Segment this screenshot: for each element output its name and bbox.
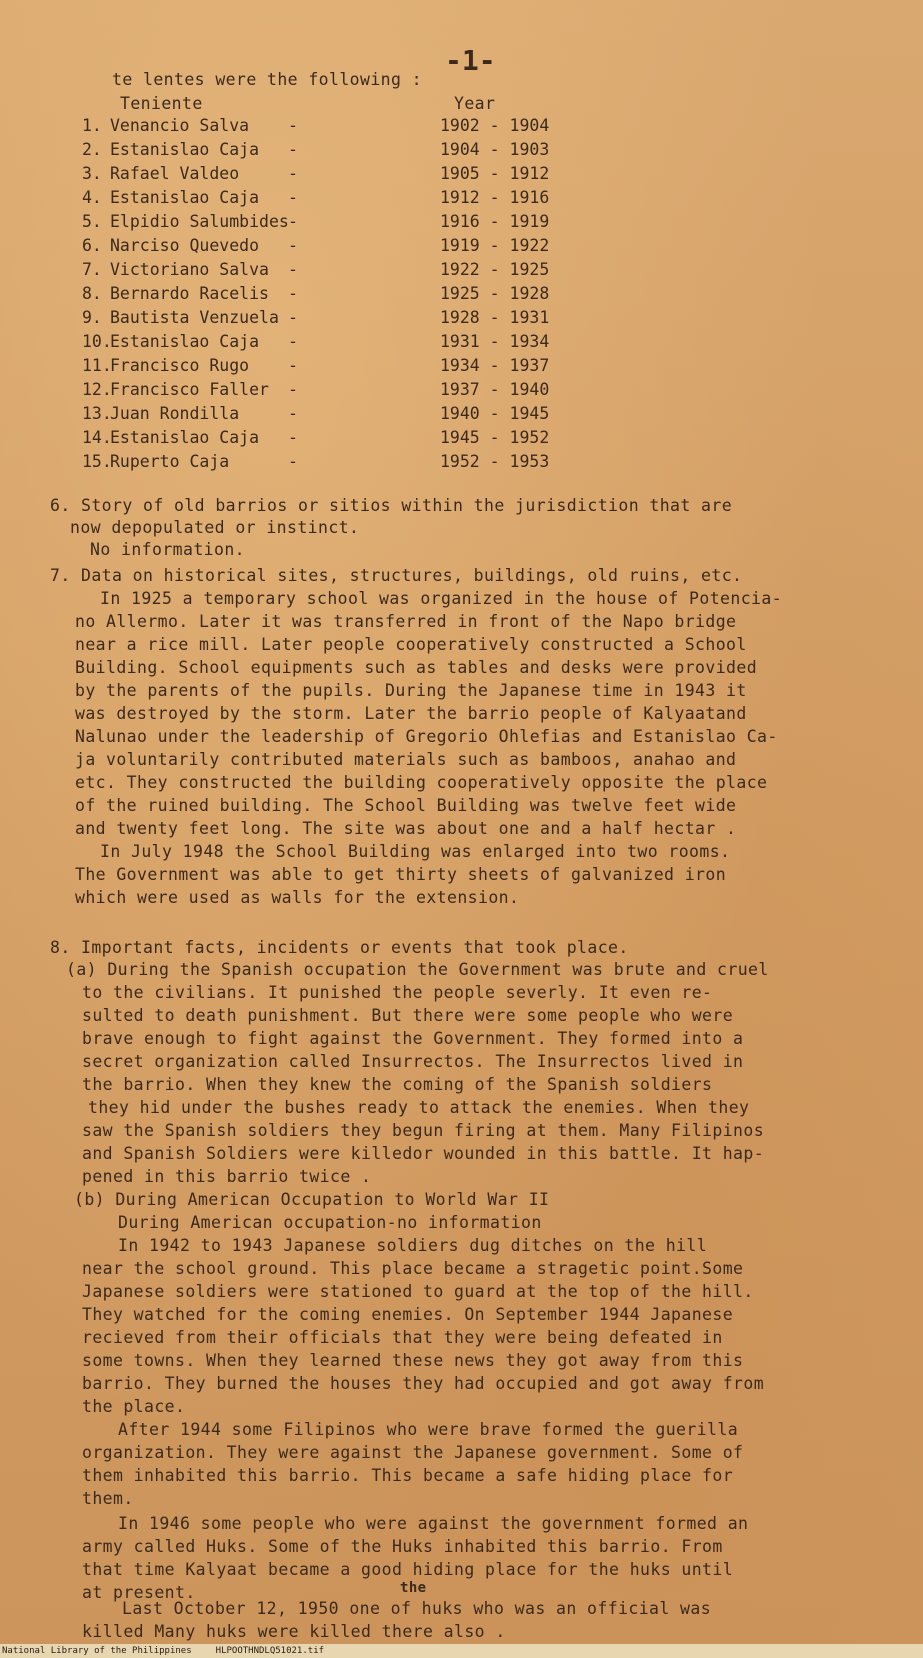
section8-subheading: (b) During American Occupation to World War II [74, 1190, 550, 1209]
list-item: 12. Francisco Faller - 1937 - 1940 [82, 380, 550, 399]
section8-text: to the civilians. It punished the people severly. It even re- [82, 983, 713, 1002]
list-item: 2. Estanislao Caja - 1904 - 1903 [82, 140, 550, 159]
section8-text: they hid under the bushes ready to attack the enemies. When they [88, 1098, 750, 1117]
section8-text: brave enough to fight against the Government. They formed into a [82, 1029, 744, 1048]
section8-text: near the school ground. This place became a stragetic point.Some [82, 1259, 744, 1278]
section6-heading: 6. Story of old barrios or sitios within the jurisdiction that are [50, 496, 733, 515]
list-item: 8. Bernardo Racelis - 1925 - 1928 [82, 284, 550, 303]
section7-text: Building. School equipments such as tables and desks were provided [75, 658, 758, 677]
section7-text: was destroyed by the storm. Later the barrio people of Kalyaatand [75, 704, 747, 723]
list-item: 4. Estanislao Caja - 1912 - 1916 [82, 188, 550, 207]
section8-text: saw the Spanish soldiers they begun firing at them. Many Filipinos [82, 1121, 765, 1140]
list-item: 11. Francisco Rugo - 1934 - 1937 [82, 356, 550, 375]
list-item: 10. Estanislao Caja - 1931 - 1934 [82, 332, 550, 351]
section8-text: After 1944 some Filipinos who were brave formed the guerilla [118, 1420, 739, 1439]
section8-text: During American occupation-no information [118, 1213, 542, 1232]
footer-file: HLPOOTHNDLQ51021.tif [215, 1646, 325, 1656]
footer-library: National Library of the Philippines [2, 1646, 192, 1656]
list-item: 6. Narciso Quevedo - 1919 - 1922 [82, 236, 550, 255]
section8-text: that time Kalyaat became a good hiding place for the huks until [82, 1560, 734, 1579]
section8-text: Last October 12, 1950 one of huks who was an official was [122, 1599, 712, 1618]
section8-text: They watched for the coming enemies. On September 1944 Japanese [82, 1305, 734, 1324]
column-header-teniente: Teniente [120, 94, 203, 113]
section8-text: secret organization called Insurrectos. The Insurrectos lived in [82, 1052, 744, 1071]
section8-text: killed Many huks were killed there also . [82, 1622, 506, 1641]
section8-text: them inhabited this barrio. This became a safe hiding place for [82, 1466, 734, 1485]
section6-text: now depopulated or instinct. [70, 518, 360, 537]
section7-text: which were used as walls for the extension. [75, 888, 520, 907]
list-item: 13. Juan Rondilla - 1940 - 1945 [82, 404, 550, 423]
list-item: 14. Estanislao Caja - 1945 - 1952 [82, 428, 550, 447]
section7-heading: 7. Data on historical sites, structures, buildings, old ruins, etc. [50, 566, 743, 585]
list-item: 7. Victoriano Salva - 1922 - 1925 [82, 260, 550, 279]
list-item: 5. Elpidio Salumbides - 1916 - 1919 [82, 212, 550, 231]
column-header-year: Year [454, 94, 496, 113]
list-item: 3. Rafael Valdeo - 1905 - 1912 [82, 164, 550, 183]
handwritten-insert: the [400, 1580, 427, 1596]
section8-text: sulted to death punishment. But there were some people who were [82, 1006, 734, 1025]
page-number: -1- [445, 44, 496, 77]
section7-text: no Allermo. Later it was transferred in front of the Napo bridge [75, 612, 737, 631]
section8-text: the barrio. When they knew the coming of the Spanish soldiers [82, 1075, 713, 1094]
list-item: 9. Bautista Venzuela - 1928 - 1931 [82, 308, 550, 327]
section7-text: etc. They constructed the building cooperatively opposite the place [75, 773, 768, 792]
intro-line: te lentes were the following : [112, 70, 423, 89]
section8-text: organization. They were against the Japanese government. Some of [82, 1443, 744, 1462]
section7-text: In 1925 a temporary school was organized in the house of Potencia- [100, 589, 783, 608]
section8-text: pened in this barrio twice . [82, 1167, 372, 1186]
section6-text: No information. [90, 540, 246, 559]
section8-text: Japanese soldiers were stationed to guard at the top of the hill. [82, 1282, 754, 1301]
list-item: 1. Venancio Salva - 1902 - 1904 [82, 116, 550, 135]
list-item: 15. Ruperto Caja - 1952 - 1953 [82, 452, 550, 471]
section8-text: recieved from their officials that they were being defeated in [82, 1328, 723, 1347]
section7-text: In July 1948 the School Building was enlarged into two rooms. [100, 842, 731, 861]
section8-text: at present. [82, 1583, 196, 1602]
section8-text: them. [82, 1489, 134, 1508]
section8-text: In 1946 some people who were against the government formed an [118, 1514, 749, 1533]
section8-text: barrio. They burned the houses they had occupied and got away from [82, 1374, 765, 1393]
section7-text: near a rice mill. Later people cooperatively constructed a School [75, 635, 747, 654]
section8-text: and Spanish Soldiers were killedor wounded in this battle. It hap- [82, 1144, 765, 1163]
section8-text: In 1942 to 1943 Japanese soldiers dug ditches on the hill [118, 1236, 708, 1255]
section8-text: army called Huks. Some of the Huks inhabited this barrio. From [82, 1537, 723, 1556]
section7-text: and twenty feet long. The site was about one and a half hectar . [75, 819, 737, 838]
section7-text: by the parents of the pupils. During the Japanese time in 1943 it [75, 681, 747, 700]
section8-text: (a) During the Spanish occupation the Government was brute and cruel [66, 960, 769, 979]
section7-text: Nalunao under the leadership of Gregorio Ohlefias and Estanislao Ca- [75, 727, 778, 746]
section7-text: ja voluntarily contributed materials such as bamboos, anahao and [75, 750, 737, 769]
section7-text: of the ruined building. The School Building was twelve feet wide [75, 796, 737, 815]
section7-text: The Government was able to get thirty sheets of galvanized iron [75, 865, 727, 884]
section8-heading: 8. Important facts, incidents or events that took place. [50, 938, 629, 957]
section8-text: the place. [82, 1397, 186, 1416]
section8-text: some towns. When they learned these news they got away from this [82, 1351, 744, 1370]
scan-footer [2, 1646, 348, 1656]
